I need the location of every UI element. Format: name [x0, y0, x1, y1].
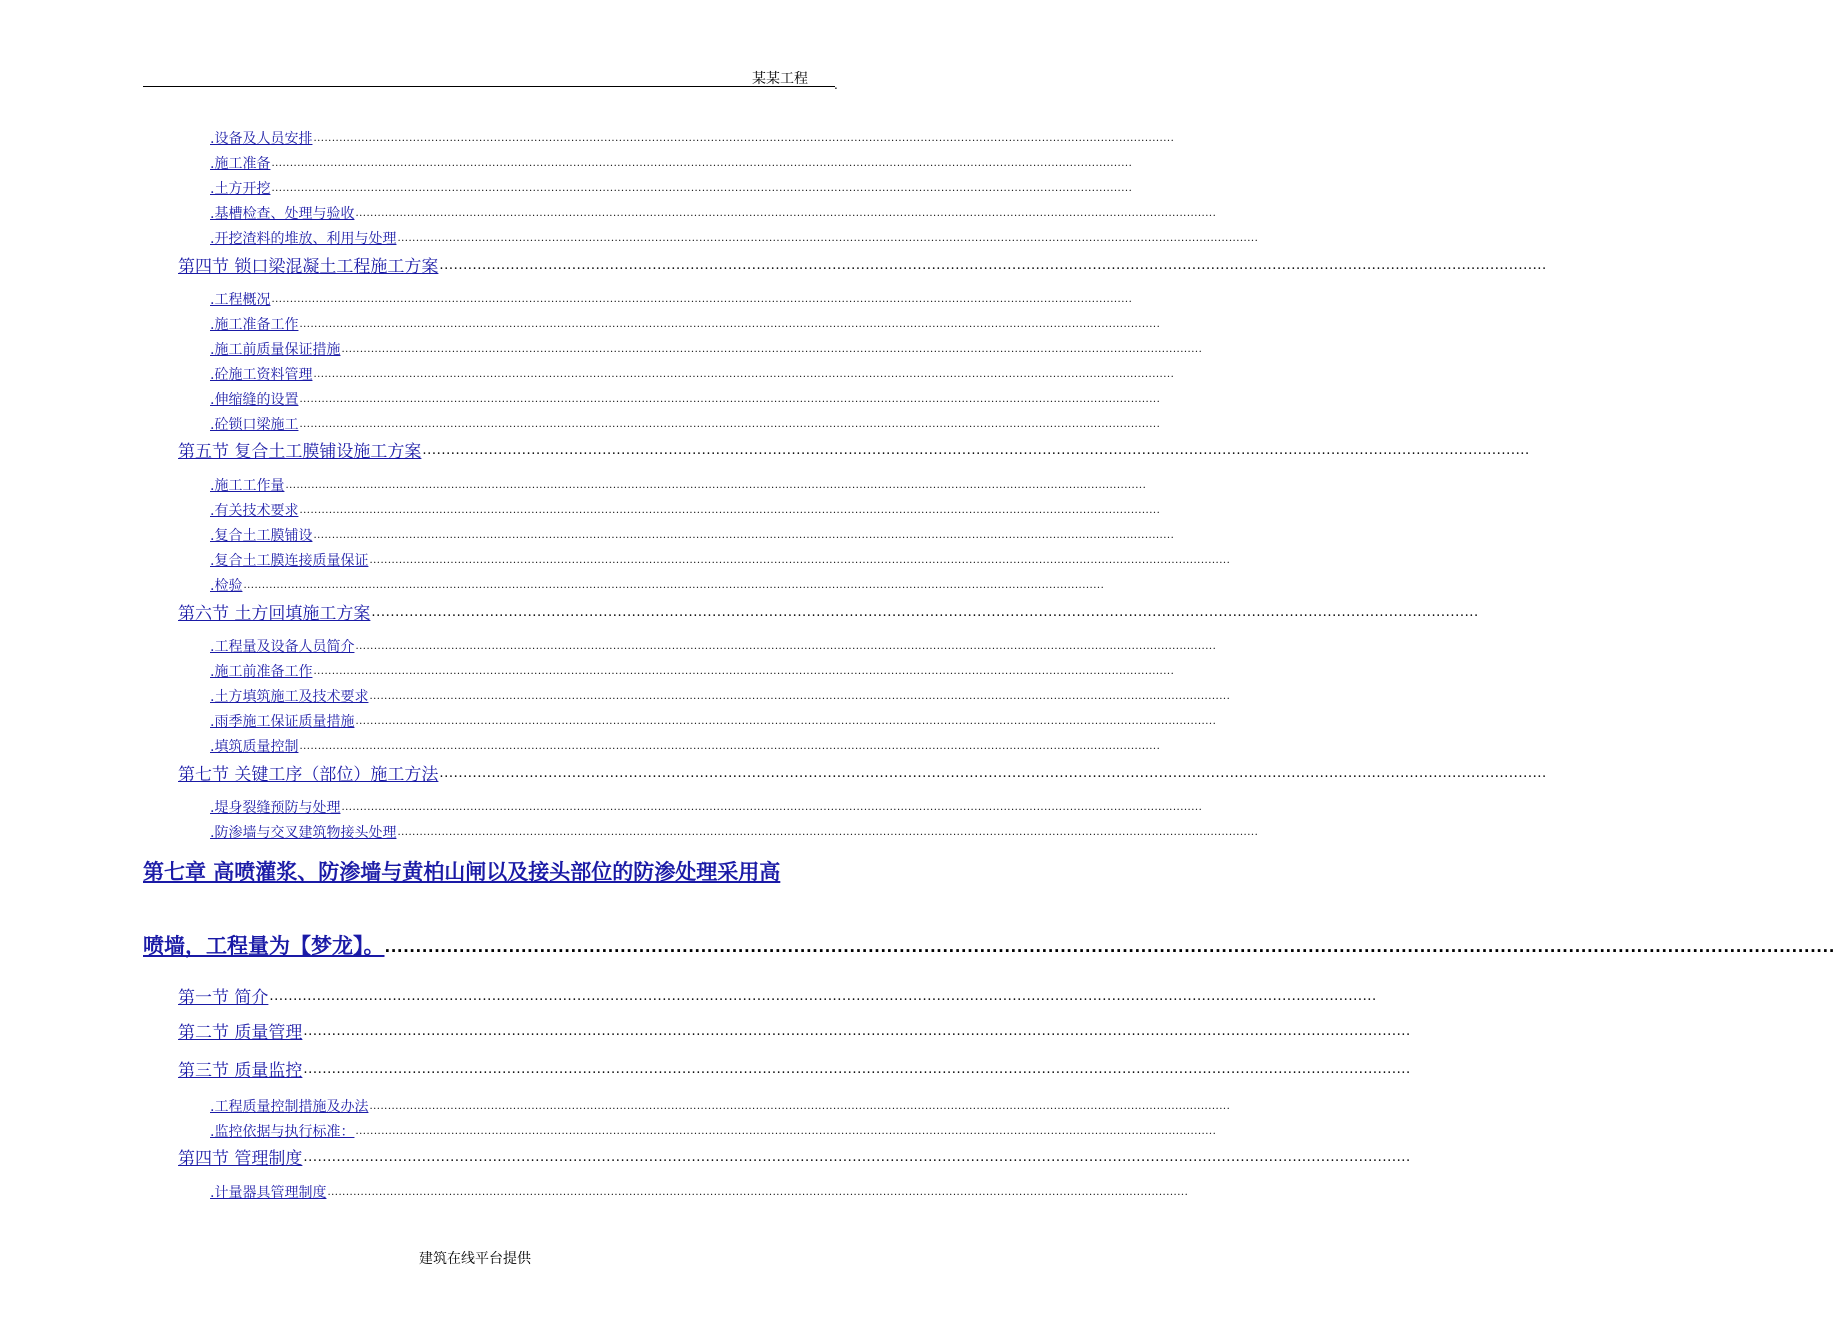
toc-subsection-entry[interactable] — [210, 736, 1161, 756]
toc-subsection-entry[interactable] — [210, 364, 1175, 384]
toc-entry-label[interactable]: .施工准备 — [210, 156, 271, 172]
toc-section-entry[interactable] — [178, 600, 1479, 624]
toc-entry-label[interactable]: .砼施工资料管理 — [210, 367, 313, 383]
toc-entry-label[interactable]: 第一节 简介 — [178, 988, 269, 1008]
toc-subsection-entry[interactable] — [210, 153, 1133, 173]
chapter-title-continued[interactable]: 喷墙，工程量为【梦龙】。 — [143, 934, 385, 958]
toc-leader: .......................................................................................................................................................................................................................................... — [269, 989, 1377, 1004]
toc-leader: .......................................................................................................................................................................................................................................... — [313, 666, 1175, 677]
toc-entry-label[interactable]: .工程概况 — [210, 292, 271, 308]
toc-subsection-entry[interactable] — [210, 289, 1133, 309]
toc-entry-label[interactable]: .堤身裂缝预防与处理 — [210, 800, 341, 816]
toc-leader: .......................................................................................................................................................................................................................................... — [397, 233, 1259, 244]
toc-leader: .......................................................................................................................................................................................................................................... — [369, 555, 1231, 566]
chapter-heading-line1[interactable] — [143, 856, 835, 886]
toc-leader: .......................................................................................................................................................................................................................................... — [243, 580, 1105, 591]
toc-leader: .......................................................................................................................................................................................................................................... — [422, 443, 1530, 458]
toc-entry-label[interactable]: .基槽检查、处理与验收 — [210, 206, 355, 222]
toc-entry-label[interactable]: .工程质量控制措施及办法 — [210, 1099, 369, 1115]
toc-leader: .......................................................................................................................................................................................................................................... — [285, 480, 1147, 491]
toc-subsection-entry[interactable] — [210, 389, 1161, 409]
toc-entry-label[interactable]: .复合土工膜连接质量保证 — [210, 553, 369, 569]
toc-subsection-entry[interactable] — [210, 797, 1203, 817]
toc-leader: .......................................................................................................................................................................................................................................... — [371, 605, 1479, 620]
toc-entry-label[interactable]: .填筑质量控制 — [210, 739, 299, 755]
toc-section-entry[interactable] — [178, 761, 1547, 785]
toc-subsection-entry[interactable] — [210, 475, 1147, 495]
toc-entry-label[interactable]: 第三节 质量监控 — [178, 1061, 303, 1081]
toc-leader: .......................................................................................................................................................................................................................................... — [439, 766, 1547, 781]
toc-entry-label[interactable]: .砼锁口梁施工 — [210, 417, 299, 433]
toc-entry-label[interactable]: .伸缩缝的设置 — [210, 392, 299, 408]
toc-subsection-entry[interactable] — [210, 178, 1133, 198]
toc-leader: .......................................................................................................................................................................................................................................... — [299, 319, 1161, 330]
toc-subsection-entry[interactable] — [210, 500, 1161, 520]
toc-leader: .......................................................................................................................................................................................................................................... — [271, 294, 1133, 305]
toc-subsection-entry[interactable] — [210, 128, 1175, 148]
toc-entry-label[interactable]: .施工准备工作 — [210, 317, 299, 333]
toc-subsection-entry[interactable] — [210, 314, 1161, 334]
toc-section-entry[interactable] — [178, 438, 1530, 462]
toc-subsection-entry[interactable] — [210, 661, 1175, 681]
toc-entry-label[interactable]: 第六节 土方回填施工方案 — [178, 604, 371, 624]
toc-entry-label[interactable]: .开挖渣料的堆放、利用与处理 — [210, 231, 397, 247]
page-header-dot: . — [834, 78, 838, 92]
chapter-title[interactable]: 第七章 高喷灌浆、防渗墙与黄柏山闸以及接头部位的防渗处理采用高 — [143, 860, 781, 884]
toc-entry-label[interactable]: .雨季施工保证质量措施 — [210, 714, 355, 730]
toc-entry-label[interactable]: .复合土工膜铺设 — [210, 528, 313, 544]
toc-subsection-entry[interactable] — [210, 414, 1161, 434]
toc-leader: .......................................................................................................................................................................................................................................... — [369, 691, 1231, 702]
toc-entry-label[interactable]: .土方开挖 — [210, 181, 271, 197]
toc-leader: .......................................................................................................................................................................................................................................... — [355, 716, 1217, 727]
toc-leader: .......................................................................................................................................................................................................................................... — [341, 344, 1203, 355]
toc-section-entry[interactable] — [178, 1145, 1411, 1169]
page-header-title: 某某工程 — [752, 71, 808, 87]
toc-subsection-entry[interactable] — [210, 203, 1217, 223]
toc-leader: .......................................................................................................................................................................................................................................... — [303, 1024, 1411, 1039]
toc-leader: .......................................................................................................................................................................................................................................... — [397, 827, 1259, 838]
toc-leader: .......................................................................................................................................................................................................................................... — [327, 1187, 1189, 1198]
toc-entry-label[interactable]: .施工前准备工作 — [210, 664, 313, 680]
toc-subsection-entry[interactable] — [210, 228, 1259, 248]
toc-subsection-entry[interactable] — [210, 686, 1231, 706]
toc-entry-label[interactable]: 第五节 复合土工膜铺设施工方案 — [178, 442, 422, 462]
toc-subsection-entry[interactable] — [210, 1096, 1231, 1116]
toc-entry-label[interactable]: .有关技术要求 — [210, 503, 299, 519]
toc-leader: .......................................................................................................................................................................................................................................... — [299, 741, 1161, 752]
toc-entry-label[interactable]: .设备及人员安排 — [210, 131, 313, 147]
toc-entry-label[interactable]: 第七节 关键工序（部位）施工方法 — [178, 765, 439, 785]
toc-entry-label[interactable]: .土方填筑施工及技术要求 — [210, 689, 369, 705]
toc-section-entry[interactable] — [178, 253, 1547, 277]
toc-leader: .......................................................................................................................................................................................................................................... — [299, 419, 1161, 430]
toc-leader: .......................................................................................................................................................................................................................................... — [271, 183, 1133, 194]
toc-entry-label[interactable]: 第四节 管理制度 — [178, 1149, 303, 1169]
toc-section-entry[interactable] — [178, 984, 1377, 1008]
toc-leader: .......................................................................................................................................................................................................................................... — [355, 1126, 1217, 1137]
toc-subsection-entry[interactable] — [210, 711, 1217, 731]
toc-leader: .......................................................................................................................................................................................................................................... — [303, 1062, 1411, 1077]
toc-entry-label[interactable]: .检验 — [210, 578, 243, 594]
toc-entry-label[interactable]: .计量器具管理制度 — [210, 1185, 327, 1201]
toc-leader: .......................................................................................................................................................................................................................................... — [341, 802, 1203, 813]
toc-subsection-entry[interactable] — [210, 575, 1105, 595]
chapter-heading-line2[interactable] — [143, 930, 1835, 960]
toc-entry-label[interactable]: 第二节 质量管理 — [178, 1023, 303, 1043]
toc-entry-label[interactable]: .工程量及设备人员简介 — [210, 639, 355, 655]
toc-subsection-entry[interactable] — [210, 339, 1203, 359]
toc-leader: .......................................................................................................................................................................................................................................... — [313, 530, 1175, 541]
toc-entry-label[interactable]: .监控依据与执行标准： — [210, 1124, 355, 1140]
toc-leader: .......................................................................................................................................................................................................................................... — [299, 505, 1161, 516]
toc-leader: .......................................................................................................................................................................................................................................... — [384, 938, 1835, 956]
toc-leader: .......................................................................................................................................................................................................................................... — [313, 369, 1175, 380]
toc-subsection-entry[interactable] — [210, 636, 1217, 656]
toc-leader: .......................................................................................................................................................................................................................................... — [439, 258, 1547, 273]
toc-subsection-entry[interactable] — [210, 1182, 1189, 1202]
toc-leader: .......................................................................................................................................................................................................................................... — [303, 1150, 1411, 1165]
toc-section-entry[interactable] — [178, 1019, 1411, 1043]
toc-entry-label[interactable]: .防渗墙与交叉建筑物接头处理 — [210, 825, 397, 841]
toc-leader: .......................................................................................................................................................................................................................................... — [355, 641, 1217, 652]
toc-entry-label[interactable]: .施工前质量保证措施 — [210, 342, 341, 358]
toc-leader: .......................................................................................................................................................................................................................................... — [369, 1101, 1231, 1112]
header-rule — [143, 86, 835, 87]
toc-subsection-entry[interactable] — [210, 525, 1175, 545]
toc-leader: .......................................................................................................................................................................................................................................... — [271, 158, 1133, 169]
toc-entry-label[interactable]: .施工工作量 — [210, 478, 285, 494]
toc-subsection-entry[interactable] — [210, 550, 1231, 570]
toc-leader: .......................................................................................................................................................................................................................................... — [299, 394, 1161, 405]
toc-subsection-entry[interactable] — [210, 1121, 1217, 1141]
toc-section-entry[interactable] — [178, 1057, 1411, 1081]
toc-entry-label[interactable]: 第四节 锁口梁混凝土工程施工方案 — [178, 257, 439, 277]
page-footer: 建筑在线平台提供 — [419, 1251, 531, 1267]
toc-leader: .......................................................................................................................................................................................................................................... — [313, 133, 1175, 144]
toc-subsection-entry[interactable] — [210, 822, 1259, 842]
toc-leader: .......................................................................................................................................................................................................................................... — [355, 208, 1217, 219]
